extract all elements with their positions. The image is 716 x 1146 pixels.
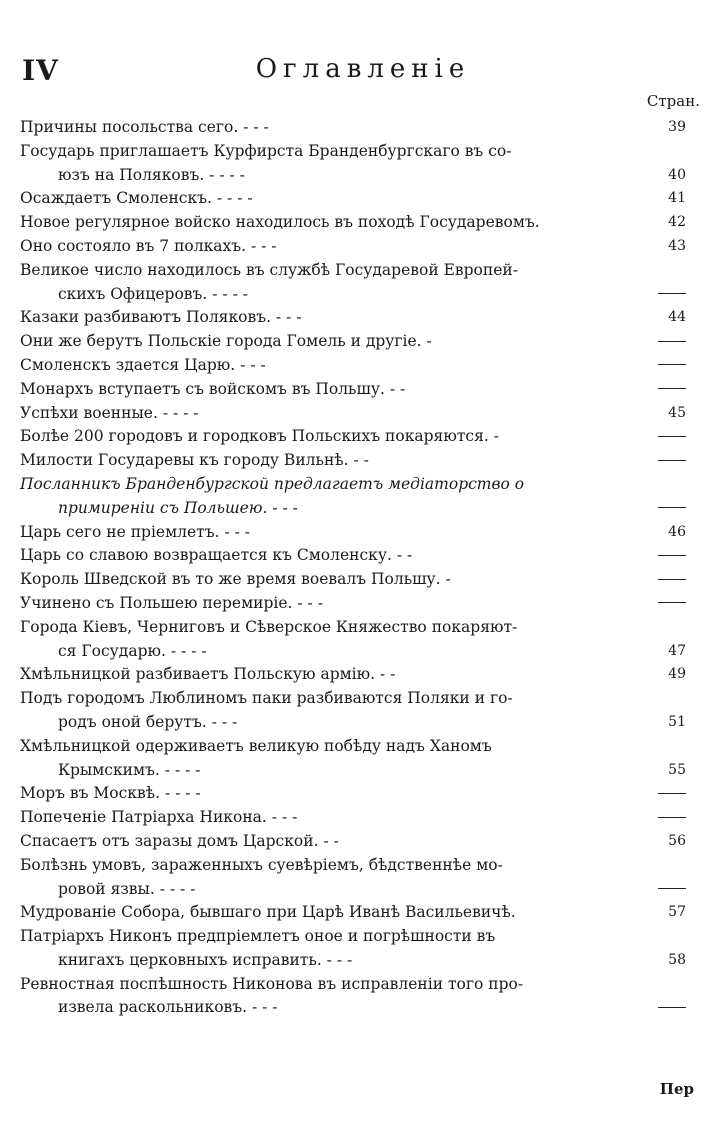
ditto-mark: [646, 283, 686, 307]
toc-entry-line: Учинено съ Польшею перемиріе. - - -: [20, 593, 323, 612]
toc-entry: [20, 473, 692, 521]
toc-entry: [20, 378, 692, 402]
toc-entry-line: Посланникъ Бранденбургской предлагаетъ медіаторство о: [20, 474, 525, 493]
toc-entry-text: [20, 901, 640, 925]
toc-entry-text: [20, 806, 640, 830]
ditto-mark: [646, 330, 686, 354]
toc-entry-text: [20, 687, 640, 735]
toc-entry-line: Милости Государевы къ городу Вильнѣ. - -: [20, 451, 369, 470]
page-title: Оглавленіе: [255, 54, 471, 84]
toc-entry-line: Патріархъ Никонъ предпріемлетъ оное и погрѣшности въ: [20, 927, 496, 946]
toc-entry-text: [20, 616, 640, 664]
toc-entry-text: [20, 544, 640, 568]
toc-entry-text: [20, 782, 640, 806]
toc-entry-line: Моръ въ Москвѣ. - - - -: [20, 784, 201, 803]
toc-entry-text: [20, 973, 640, 1021]
toc-entry-text: [20, 473, 640, 521]
toc-entry-text: [20, 187, 640, 211]
toc-entry-text: [20, 925, 640, 973]
toc-entry: [20, 235, 692, 259]
toc-entry-line: Осаждаетъ Смоленскъ. - - - -: [20, 189, 253, 208]
toc-entry-text: [20, 330, 640, 354]
toc-entry-page: 55: [668, 761, 686, 778]
toc-entry-text: [20, 663, 640, 687]
toc-entry-text: [20, 425, 640, 449]
toc-entry-line: Мудрованіе Собора, бывшаго при Царѣ Иванѣ Васильевичѣ.: [20, 903, 516, 922]
toc-entry: [20, 544, 692, 568]
toc-entry: [20, 259, 692, 307]
toc-entry-line: Причины посольства сего. - - -: [20, 118, 269, 136]
toc-entry-line: Болѣзнь умовъ, зараженныхъ суевѣріемъ, бѣдственнѣе мо-: [20, 855, 503, 874]
toc-entry-text: [20, 259, 640, 307]
toc-entry-line: Ревностная поспѣшность Никонова въ исправленіи того про-: [20, 974, 524, 993]
toc-entry-line: Города Кіевъ, Черниговъ и Сѣверское Княжество покаряют-: [20, 617, 518, 636]
toc-entry-line: Царь сего не пріемлетъ. - - -: [20, 522, 251, 541]
ditto-mark: [646, 378, 686, 402]
toc-entry-text: [20, 354, 640, 378]
toc-entry: [20, 354, 692, 378]
toc-entry-continuation: примиреніи съ Польшею. - - -: [58, 498, 298, 517]
toc-entry-text: [20, 235, 640, 259]
page-number: IV: [22, 54, 59, 87]
toc-entry-text: [20, 378, 640, 402]
toc-entry-line: Великое число находилось въ службѣ Государевой Европей-: [20, 260, 518, 279]
toc-entry-page: 39: [668, 119, 686, 135]
ditto-mark: [646, 497, 686, 521]
toc-entry-text: [20, 211, 640, 235]
toc-entry-continuation: книгахъ церковныхъ исправить. - - -: [58, 950, 353, 969]
toc-entry-line: Успѣхи военные. - - - -: [20, 403, 199, 422]
toc-entry: [20, 592, 692, 616]
toc-entry-continuation: ся Государю. - - - -: [58, 641, 207, 660]
toc-entry-text: [20, 854, 640, 902]
toc-entry-text: [20, 140, 640, 188]
toc-entry-text: [20, 116, 640, 140]
toc-entry-text: [20, 306, 640, 330]
toc-entry-continuation: Крымскимъ. - - - -: [58, 760, 201, 779]
toc-entry: [20, 973, 692, 1021]
toc-entry-page: 47: [668, 642, 686, 659]
toc-entry-line: Хмѣльницкой разбиваетъ Польскую армію. - -: [20, 665, 396, 684]
toc-entry: [20, 735, 692, 783]
table-of-contents: [20, 116, 692, 1020]
toc-entry: [20, 449, 692, 473]
toc-entry-line: Болѣе 200 городовъ и городковъ Польскихъ покаряются. -: [20, 427, 499, 446]
toc-entry: [20, 140, 692, 188]
toc-entry-page: 42: [668, 214, 686, 231]
toc-entry-line: Подъ городомъ Люблиномъ паки разбиваются Поляки и го-: [20, 689, 513, 708]
toc-entry: [20, 854, 692, 902]
toc-entry-text: [20, 449, 640, 473]
toc-entry-line: Король Шведской въ то же время воевалъ Польшу. -: [20, 570, 451, 589]
ditto-mark: [646, 806, 686, 830]
toc-entry-page: 46: [668, 523, 686, 540]
toc-entry-continuation: юзъ на Поляковъ. - - - -: [58, 165, 245, 184]
toc-entry-page: 43: [668, 237, 686, 254]
toc-entry: [20, 402, 692, 426]
ditto-mark: [646, 782, 686, 806]
toc-entry-line: Они же берутъ Польскіе города Гомель и другіе. -: [20, 332, 432, 351]
toc-entry-line: Хмѣльницкой одерживаетъ великую побѣду надъ Ханомъ: [20, 736, 492, 755]
toc-entry-page: 44: [668, 309, 686, 326]
toc-entry-line: Попеченіе Патріарха Никона. - - -: [20, 808, 298, 827]
toc-entry: [20, 306, 692, 330]
toc-entry-line: Монархъ вступаетъ съ войскомъ въ Польшу. - -: [20, 379, 406, 398]
ditto-mark: [646, 544, 686, 568]
toc-entry: [20, 782, 692, 806]
toc-entry: [20, 616, 692, 664]
toc-entry: [20, 806, 692, 830]
toc-entry-text: [20, 402, 640, 426]
toc-entry-page: 41: [668, 190, 686, 207]
toc-entry-line: Оно состояло въ 7 полкахъ. - - -: [20, 236, 277, 255]
toc-entry-page: 49: [668, 666, 686, 683]
catchword: Пер: [659, 1080, 694, 1098]
ditto-mark: [646, 568, 686, 592]
toc-entry-text: [20, 830, 640, 854]
toc-entry-continuation: скихъ Офицеровъ. - - - -: [58, 284, 248, 303]
toc-entry: [20, 116, 692, 140]
toc-entry: [20, 330, 692, 354]
page-column-label: Стран.: [646, 92, 700, 110]
toc-entry: [20, 925, 692, 973]
toc-entry-line: Смоленскъ здается Царю. - - -: [20, 355, 266, 374]
toc-entry-line: Новое регулярное войско находилось въ походѣ Государевомъ.: [20, 213, 540, 232]
toc-entry: [20, 901, 692, 925]
toc-entry: [20, 568, 692, 592]
ditto-mark: [646, 996, 686, 1020]
toc-entry: [20, 521, 692, 545]
ditto-mark: [646, 425, 686, 449]
toc-entry-line: Царь со славою возвращается къ Смоленску. - -: [20, 546, 413, 565]
toc-entry: [20, 425, 692, 449]
ditto-mark: [646, 592, 686, 616]
toc-entry: [20, 663, 692, 687]
toc-entry-continuation: родъ оной берутъ. - - -: [58, 712, 238, 731]
toc-entry-text: [20, 568, 640, 592]
toc-entry-line: Казаки разбиваютъ Поляковъ. - - -: [20, 308, 302, 327]
toc-entry-page: 51: [668, 713, 686, 730]
ditto-mark: [646, 449, 686, 473]
toc-entry-page: 45: [668, 404, 686, 421]
ditto-mark: [646, 354, 686, 378]
toc-entry: [20, 187, 692, 211]
toc-entry-page: 58: [668, 951, 686, 968]
toc-entry-text: [20, 521, 640, 545]
toc-entry: [20, 687, 692, 735]
toc-entry: [20, 830, 692, 854]
toc-entry-continuation: извела раскольниковъ. - - -: [58, 998, 278, 1017]
toc-entry-text: [20, 735, 640, 783]
toc-entry-line: Государь приглашаетъ Курфирста Бранденбургскаго въ со-: [20, 141, 512, 160]
toc-entry-page: 56: [668, 832, 686, 849]
toc-entry-page: 40: [668, 166, 686, 183]
toc-entry: [20, 211, 692, 235]
ditto-mark: [646, 878, 686, 902]
toc-entry-text: [20, 592, 640, 616]
toc-entry-continuation: ровой язвы. - - - -: [58, 879, 196, 898]
toc-entry-line: Спасаетъ отъ заразы домъ Царской. - -: [20, 831, 339, 850]
toc-entry-page: 57: [668, 904, 686, 921]
